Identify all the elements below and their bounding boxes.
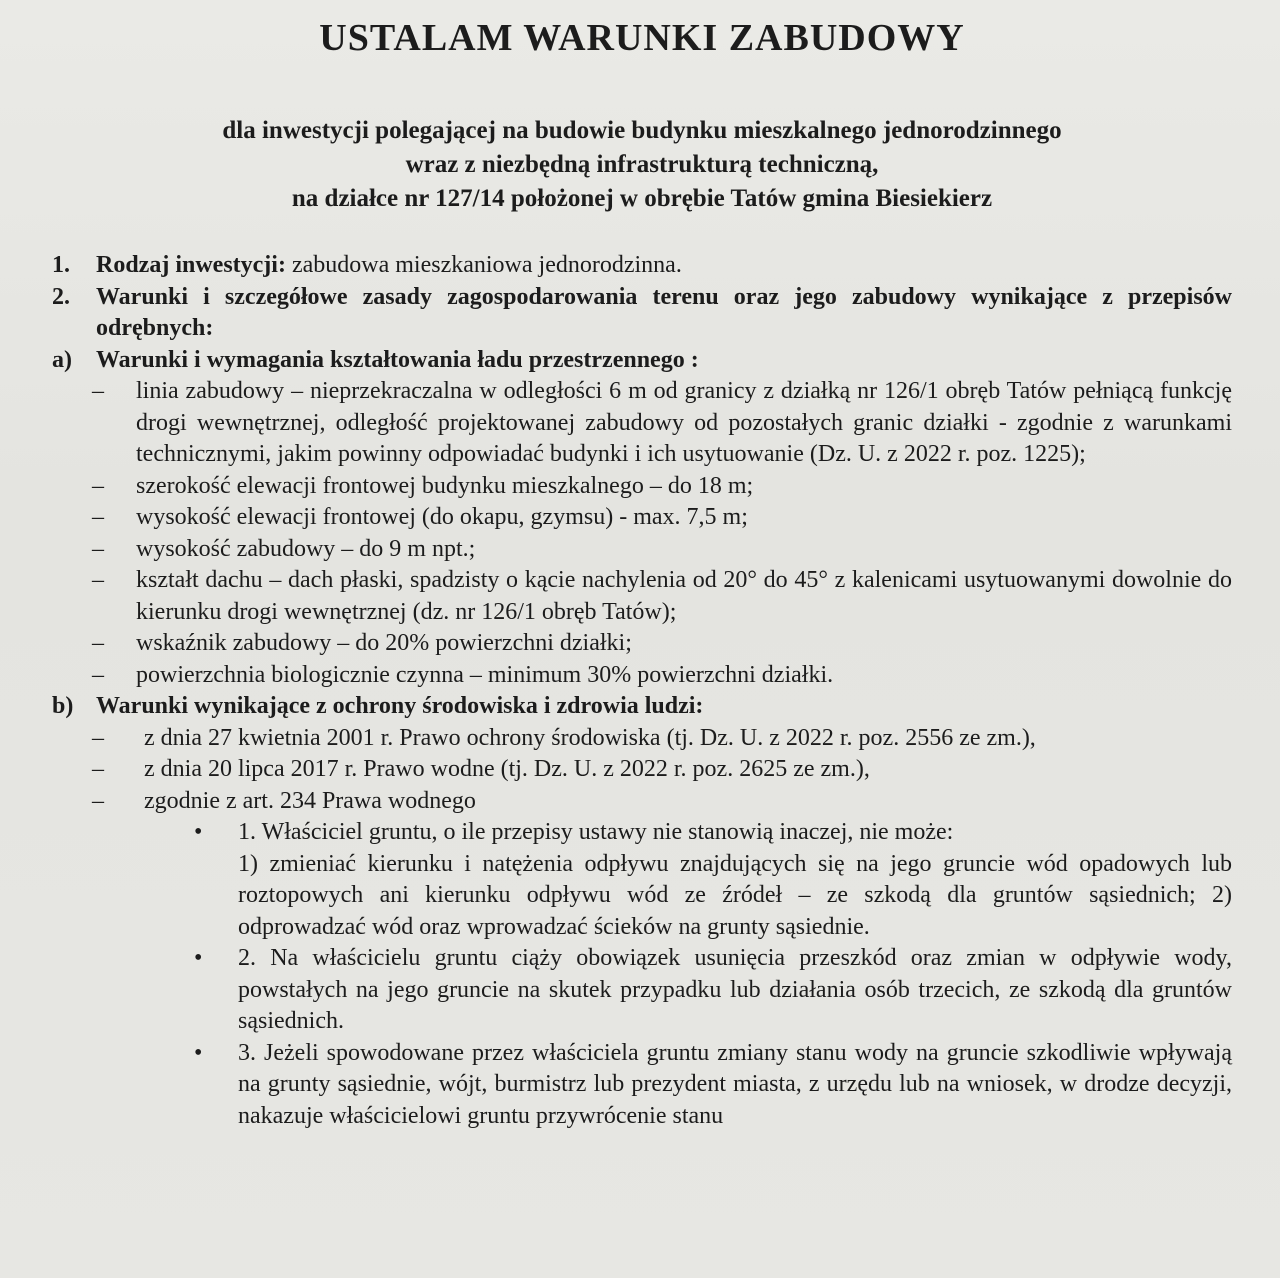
item-number: 2. <box>52 283 70 310</box>
bullet-item: • 2. Na właścicielu gruntu ciąży obowiązek usunięcia przeszkód oraz zmian w odpływie wody, powstałych na jego gruncie na skutek przypadku lub działania osób trzecich, ze szkodą dla gruntów sąsiednich. <box>190 943 1232 1038</box>
section-a-list <box>52 376 1232 691</box>
list-item: – wysokość elewacji frontowej (do okapu, gzymsu) - max. 7,5 m; <box>52 502 1232 534</box>
list-item: – wskaźnik zabudowy – do 20% powierzchni działki; <box>52 628 1232 660</box>
dash-marker: – <box>92 567 104 593</box>
list-item: – zgodnie z art. 234 Prawa wodnego <box>52 786 1232 818</box>
section-b-list <box>52 723 1232 818</box>
item-text: zabudowa mieszkaniowa jednorodzinna. <box>285 252 682 278</box>
section-a-heading <box>52 345 1232 377</box>
item-1 <box>52 250 1232 282</box>
bullet-marker: • <box>194 819 203 845</box>
bullet-item: • 1. Właściciel gruntu, o ile przepisy ustawy nie stanowią inaczej, nie może: 1) zmieniać kierunku i natężenia odpływu znajdujących się na jego gruncie wód opadowych lub roztopowych ani kierunku odpływu wód ze źródeł – ze szkodą dla gruntów sąsiednich; 2) odprowadzać wód oraz wprowadzać ścieków na grunty sąsiednie. <box>190 817 1232 943</box>
dash-marker: – <box>92 378 104 404</box>
item-2 <box>52 282 1232 345</box>
section-b-bullets <box>190 817 1232 1132</box>
dash-marker: – <box>92 756 104 782</box>
bullet-item: • 3. Jeżeli spowodowane przez właściciela gruntu zmiany stanu wody na gruncie szkodliwie wpływają na grunty sąsiednie, wójt, burmistrz lub prezydent miasta, z urzędu lub na wniosek, w drodze decyzji, nakazuje właścicielowi gruntu przywrócenie stanu <box>190 1038 1232 1133</box>
subtitle-line: wraz z niezbędną infrastrukturą techniczną, <box>405 151 879 178</box>
item-number: 1. <box>52 252 70 278</box>
dash-marker: – <box>92 661 104 688</box>
document-subtitle <box>52 114 1232 216</box>
document-title: USTALAM WARUNKI ZABUDOWY <box>319 17 965 59</box>
section-b-heading <box>52 691 1232 723</box>
document-content <box>52 250 1232 1132</box>
section-label: Warunki wynikające z ochrony środowiska i zdrowia ludzi: <box>96 693 704 719</box>
dash-marker: – <box>92 472 104 499</box>
dash-marker: – <box>92 787 104 814</box>
subtitle-line: dla inwestycji polegającej na budowie budynku mieszkalnego jednorodzinnego <box>222 117 1062 144</box>
item-label: Warunki i szczegółowe zasady zagospodarowania terenu oraz jego zabudowy wynikające z przepisów odrębnych: <box>96 283 1232 341</box>
dash-marker: – <box>92 724 104 751</box>
item-label: Rodzaj inwestycji: <box>96 252 286 278</box>
subtitle-line: na działce nr 127/14 położonej w obrębie Tatów gmina Biesiekierz <box>291 185 993 212</box>
section-letter: b) <box>52 693 74 719</box>
list-item: – linia zabudowy – nieprzekraczalna w odległości 6 m od granicy z działką nr 126/1 obręb Tatów pełniącą funkcję drogi wewnętrznej, odległość projektowanej zabudowy od pozostałych granic działki - zgodnie z warunkami technicznymi, jakim powinny odpowiadać budynki i ich usytuowanie (Dz. U. z 2022 r. poz. 1225); <box>52 376 1232 471</box>
list-item: – powierzchnia biologicznie czynna – minimum 30% powierzchni działki. <box>52 660 1232 692</box>
list-item: – wysokość zabudowy – do 9 m npt.; <box>52 534 1232 566</box>
section-label: Warunki i wymagania kształtowania ładu przestrzennego : <box>96 346 699 373</box>
list-item: – szerokość elewacji frontowej budynku mieszkalnego – do 18 m; <box>52 471 1232 503</box>
section-letter: a) <box>52 346 72 373</box>
dash-marker: – <box>92 535 104 562</box>
list-item: – z dnia 27 kwietnia 2001 r. Prawo ochrony środowiska (tj. Dz. U. z 2022 r. poz. 2556 ze zm.), <box>52 723 1232 755</box>
list-item: – kształt dachu – dach płaski, spadzisty o kącie nachylenia od 20° do 45° z kalenicami usytuowanymi dowolnie do kierunku drogi wewnętrznej (dz. nr 126/1 obręb Tatów); <box>52 565 1232 628</box>
dash-marker: – <box>92 504 104 530</box>
bullet-marker: • <box>194 945 203 971</box>
bullet-marker: • <box>194 1039 203 1066</box>
list-item: – z dnia 20 lipca 2017 r. Prawo wodne (tj. Dz. U. z 2022 r. poz. 2625 ze zm.), <box>52 754 1232 786</box>
dash-marker: – <box>92 630 104 656</box>
